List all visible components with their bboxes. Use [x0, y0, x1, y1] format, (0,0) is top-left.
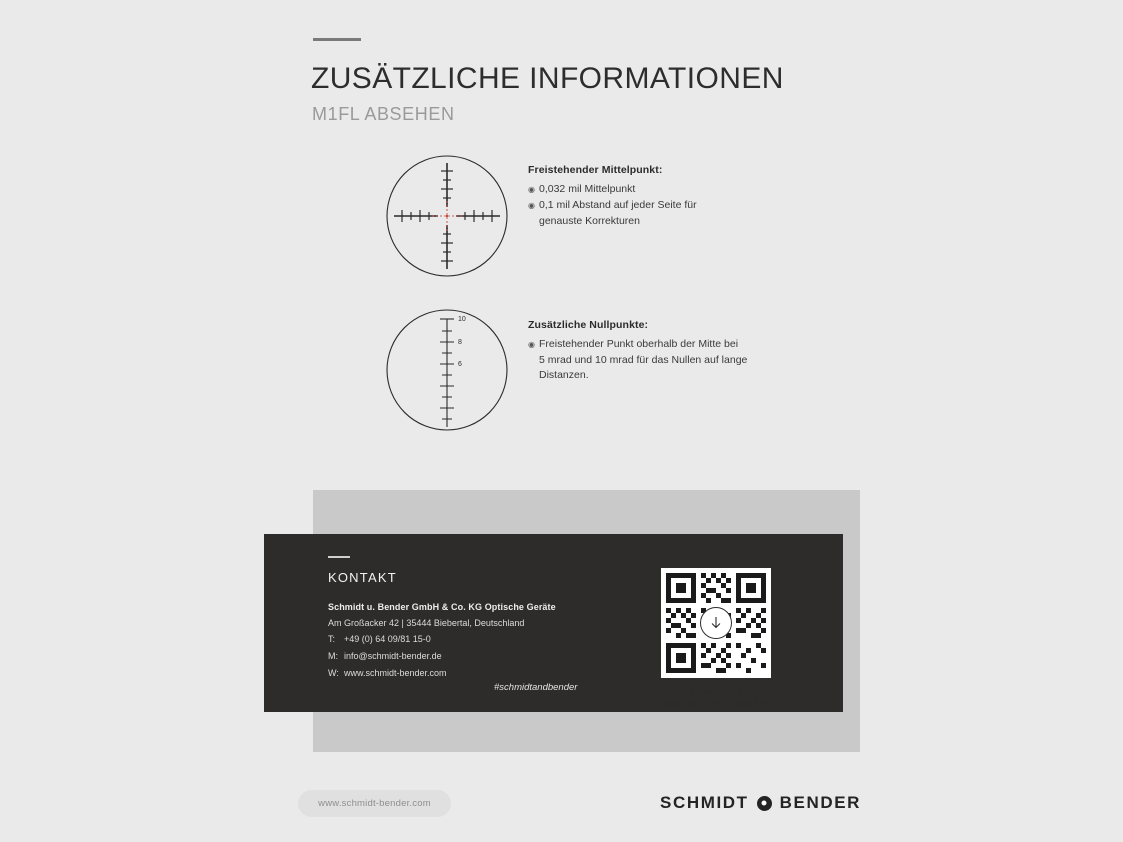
download-arrow-icon[interactable] [700, 607, 732, 639]
download-caption-line1: DOWNLOAD [688, 687, 744, 697]
contact-card [264, 534, 606, 712]
info-heading: Freistehender Mittelpunkt: [528, 164, 663, 176]
contact-web-value[interactable]: www.schmidt-bender.com [344, 668, 447, 678]
contact-company: Schmidt u. Bender GmbH & Co. KG Optische Geräte [328, 602, 556, 612]
contact-mail-label: M: [328, 651, 338, 661]
brand-name-left: SCHMIDT [660, 793, 749, 812]
contact-mail-value[interactable]: info@schmidt-bender.de [344, 651, 442, 661]
reticle-2-svg [386, 309, 508, 431]
bullet-text: 0,1 mil Abstand auf jeder Seite für [539, 199, 697, 211]
sb-dot-logo-icon [757, 796, 772, 811]
bullet-item [528, 182, 828, 197]
header-rule [313, 38, 361, 41]
bullet-text: 0,032 mil Mittelpunkt [539, 183, 636, 195]
bullet-marker-icon: ◉ [528, 201, 535, 210]
social-hashtag: #schmidtandbender [494, 682, 578, 693]
contact-address: Am Großacker 42 | 35444 Biebertal, Deutschland [328, 618, 525, 628]
contact-web-label: W: [328, 668, 339, 678]
bullet-text: Freistehender Punkt oberhalb der Mitte bei [539, 338, 739, 350]
download-caption [636, 686, 796, 710]
info-block-additional-zeros [528, 318, 828, 383]
reticle-label-10: 10 [458, 316, 466, 323]
download-arrow-svg [709, 615, 723, 631]
info-heading: Zusätzliche Nullpunkte: [528, 319, 649, 331]
reticle-label-6: 6 [458, 361, 462, 368]
contact-web-row[interactable] [328, 668, 447, 678]
footer-url-text: www.schmidt-bender.com [318, 798, 431, 809]
contact-rule [328, 556, 350, 558]
bullet-item [528, 198, 828, 213]
bullet-marker-icon: ◉ [528, 340, 535, 349]
brand-name-right: BENDER [779, 793, 862, 812]
contact-phone-value: +49 (0) 64 09/81 15-0 [344, 634, 431, 644]
contact-mail-row[interactable] [328, 651, 442, 661]
info-block-center-dot [528, 163, 828, 229]
reticle-diagram-center-dot [386, 155, 508, 277]
reticle-1-svg [386, 155, 508, 277]
bullet-continuation: 5 mrad und 10 mrad für das Nullen auf lange [539, 354, 748, 366]
download-caption-line2: ABSEHEN-DATENBLATT [662, 699, 770, 709]
bullet-item [528, 337, 828, 352]
page-title: ZUSÄTZLICHE INFORMATIONEN [311, 62, 784, 95]
page-subtitle: M1FL ABSEHEN [312, 104, 455, 124]
brand-logo [660, 793, 861, 813]
contact-phone-label: T: [328, 634, 336, 644]
bullet-marker-icon: ◉ [528, 185, 535, 194]
bullet-continuation: genauste Korrekturen [539, 215, 640, 227]
footer-url-pill[interactable] [298, 790, 451, 817]
contact-phone-row [328, 634, 431, 644]
reticle-label-8: 8 [458, 339, 462, 346]
reticle-diagram-additional-zeros [386, 309, 508, 431]
contact-title: KONTAKT [328, 570, 397, 585]
qr-code[interactable] [661, 568, 771, 678]
bullet-continuation: Distanzen. [539, 369, 589, 381]
